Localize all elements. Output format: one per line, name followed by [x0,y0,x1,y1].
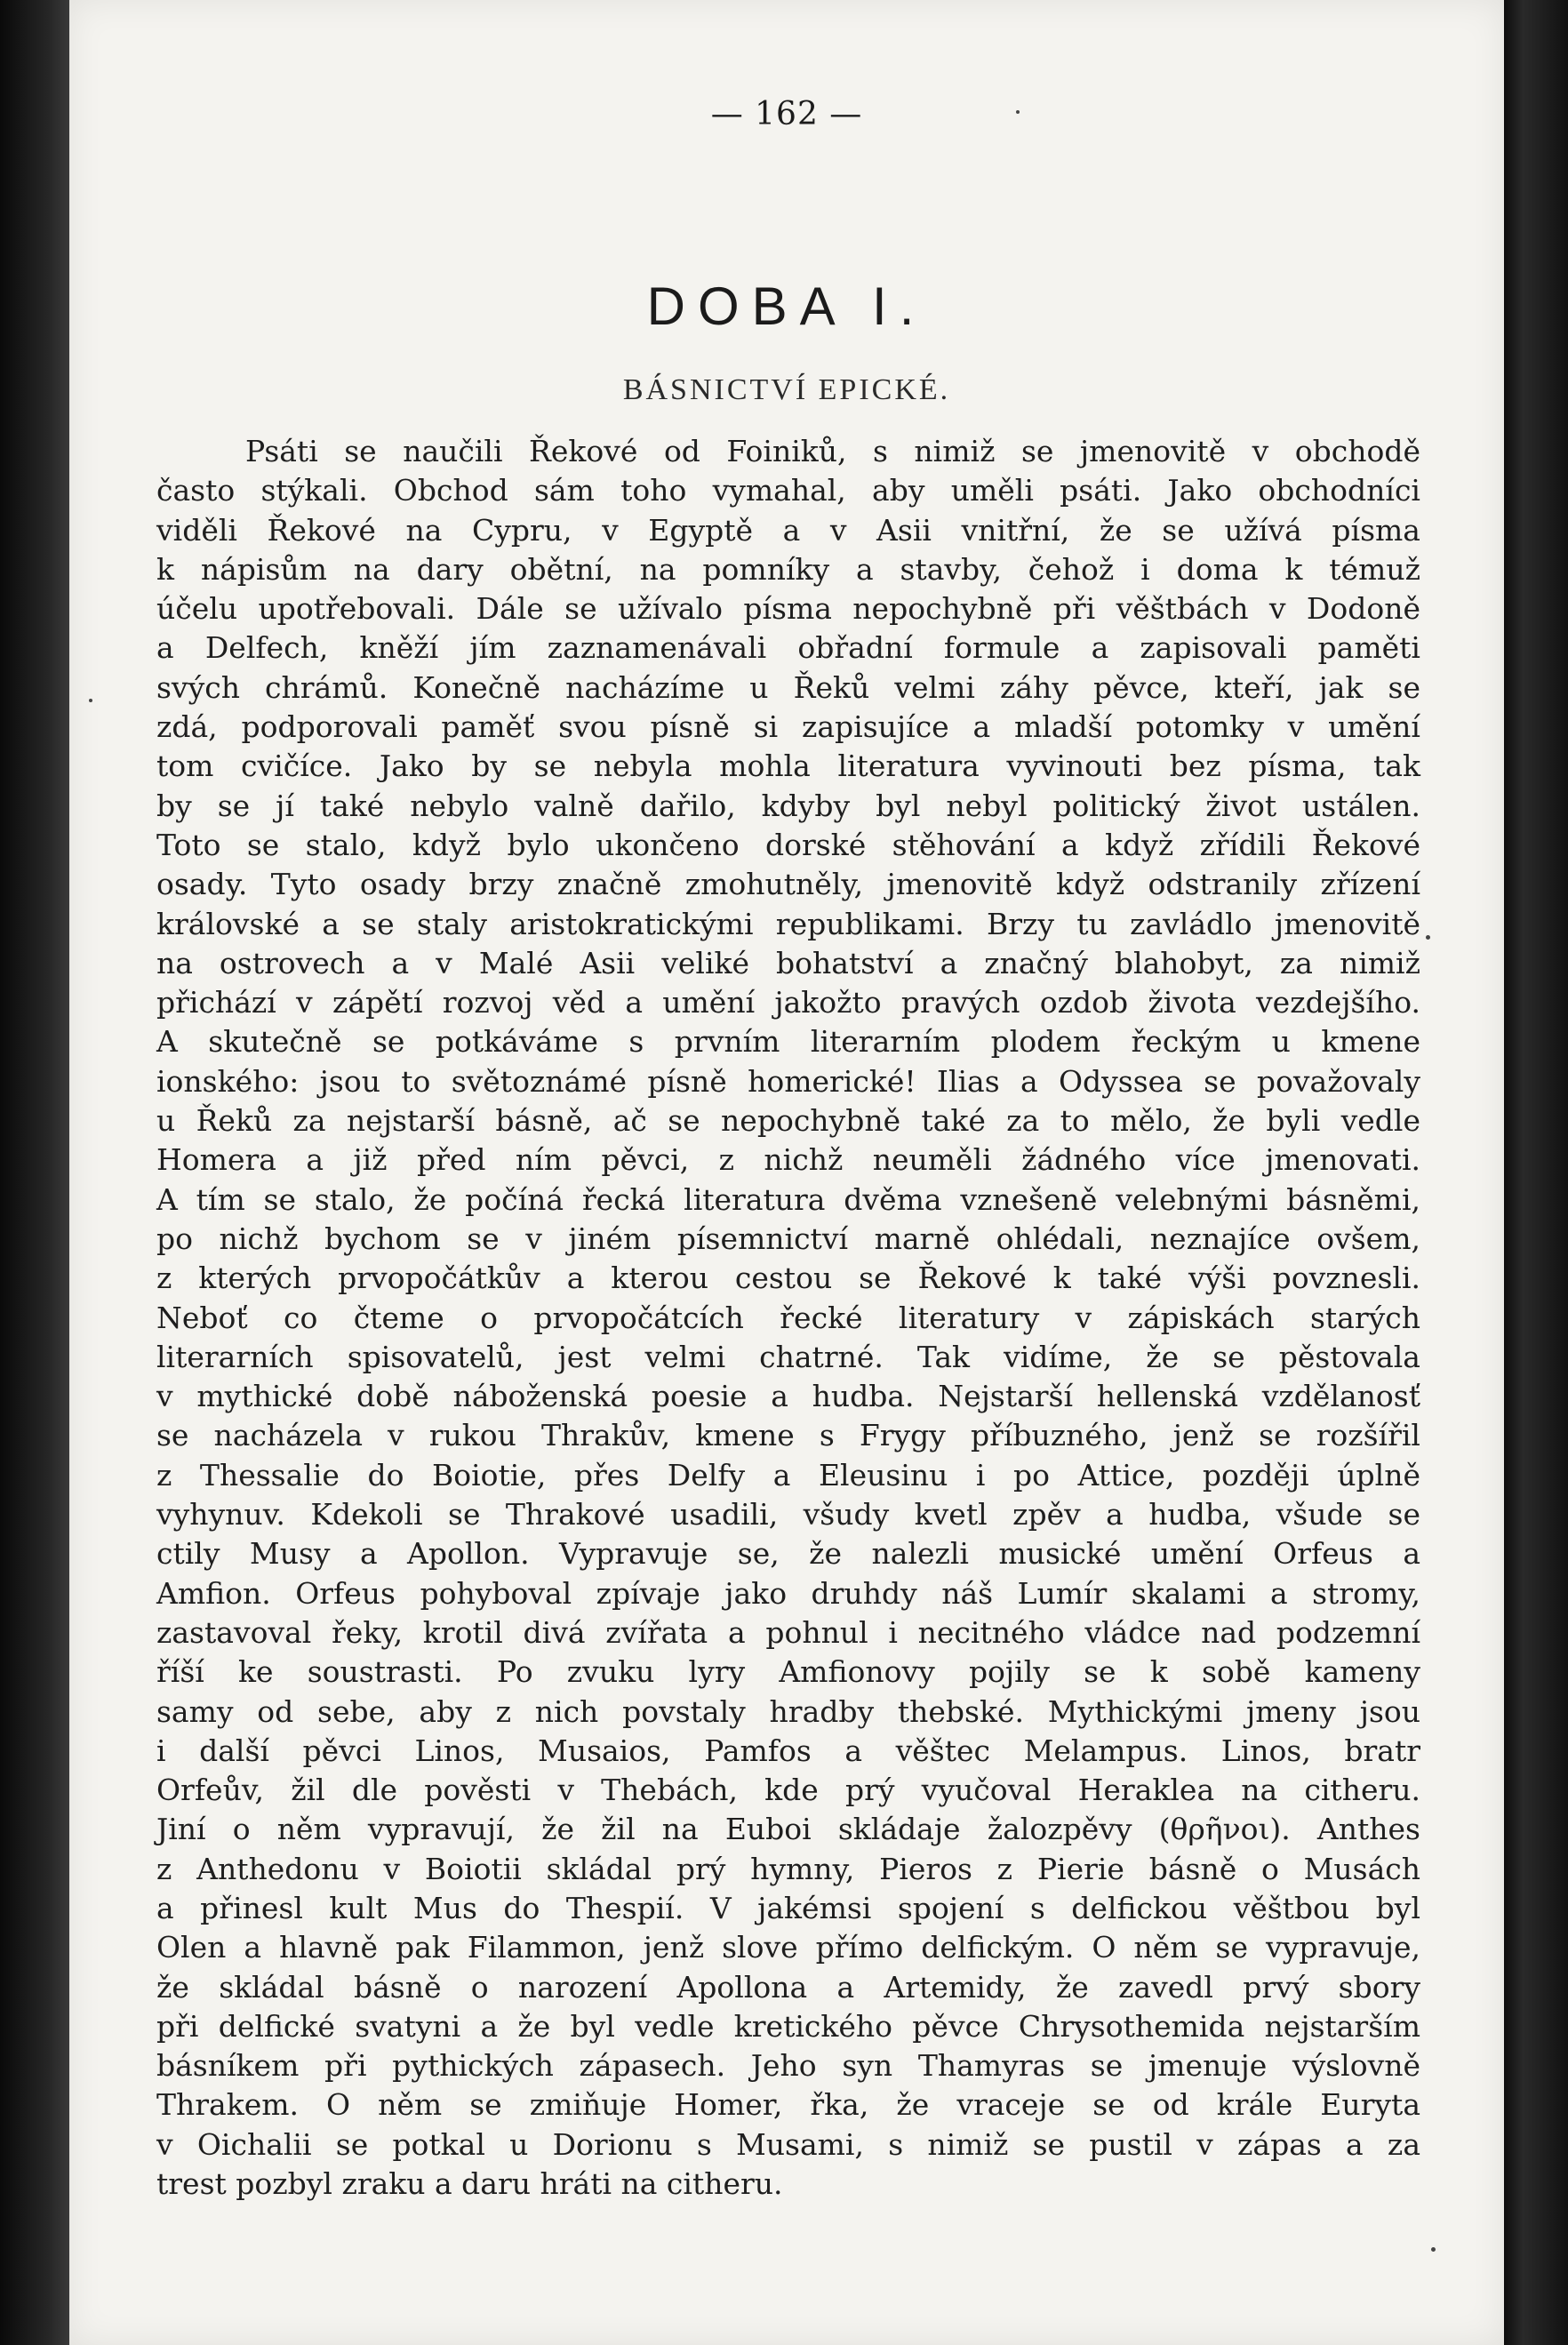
text-line: zastavoval řeky, krotil divá zvířata a pohnul i necitného vládce nad podzemní [156,1614,1420,1650]
text-line: ctily Musy a Apollon. Vypravuje se, že nalezli musické umění Orfeus a [156,1536,1420,1572]
speck [89,699,92,702]
text-line: Orfeův, žil dle pověsti v Thebách, kde prý vyučoval Herakleа na citheru. [156,1773,1420,1808]
text-line: z Thessalie do Boiotie, přes Delfy a Eleusinu i po Attice, později úplně [156,1457,1420,1493]
text-line: v Oichalii se potkal u Dorionu s Musami, s nimiž se pustil v zápas a za [156,2126,1420,2162]
text-line: ionského: jsou to světoznámé písně homerické! Ilias a Odyssea se považovaly [156,1063,1420,1099]
text-line: Homera a již před ním pěvci, z nichž neuměli žádného více jmenovati. [156,1142,1420,1178]
text-line: osady. Tyto osady brzy značně zmohutněly, jmenovitě když odstranily zřízení [156,867,1420,902]
text-line: Jiní o něm vypravují, že žil na Euboi skládaje žalozpěvy (θρῆνοι). Anthes [156,1812,1420,1847]
text-line: na ostrovech a v Malé Asii veliké bohatství a značný blahobyt, za nimiž [156,945,1420,980]
text-line: účelu upotřebovali. Dále se užívalo písma nepochybně při věštbách v Dodoně [156,591,1420,627]
speck [1431,2247,1436,2252]
page-number: — 162 — [710,96,863,132]
scan-right-edge [1504,0,1568,2345]
text-line: literarních spisovatelů, jest velmi chatrné. Tak vidíme, že se pěstovala [156,1339,1420,1374]
text-line: Amfion. Orfeus pohyboval zpívaje jako druhdy náš Lumír skalami a stromy, [156,1575,1420,1611]
text-line: z kterých prvopočátkův a kterou cestou se Řekové k také výši povznesli. [156,1261,1420,1296]
text-line: vyhynuv. Kdekoli se Thrakové usadili, všudy kvetl zpěv a hudba, všude se [156,1497,1420,1533]
text-line: po nichž bychom se v jiném písemnictví marně ohlédali, neznajíce ovšem, [156,1221,1420,1256]
text-line: Toto se stalo, když bylo ukončeno dorské stěhování a když zřídili Řekové [156,827,1420,862]
text-line: a přinesl kult Mus do Thespií. V jakémsi spojení s delfickou věštbou byl [156,1890,1420,1925]
text-line: se nacházela v rukou Thrakův, kmene s Frygy příbuzného, jenž se rozšířil [156,1418,1420,1453]
text-line: říší ke soustrasti. Po zvuku lyry Amfionovy pojily se k sobě kameny [156,1654,1420,1690]
text-line: a Delfech, kněží jím zaznamenávali obřadní formule a zapisovali paměti [156,630,1420,666]
text-line: v mythické době náboženská poesie a hudba. Nejstarší hellenská vzdělanosť [156,1379,1420,1414]
text-line: Thrakem. O něm se zmiňuje Homer, řka, že vraceje se od krále Euryta [156,2087,1420,2123]
text-line: viděli Řekové na Cypru, v Egyptě a v Asii vnitřní, že se užívá písma [156,512,1420,548]
book-page [69,0,1504,2345]
text-line: při delfické svatyni a že byl vedle kretického pěvce Chrysothemida nejstarším [156,2008,1420,2044]
chapter-title: DOBA I. [646,276,927,336]
text-line: samy od sebe, aby z nich povstaly hradby thebské. Mythickými jmeny jsou [156,1693,1420,1729]
text-line: trest pozbyl zraku a daru hráti na citheru. [156,2166,783,2202]
text-line: zdá, podporovali paměť svou písně si zapisujíce a mladší potomky v umění [156,709,1420,745]
text-line: že skládal básně o narození Apollona a Artemidy, že zavedl prvý sbory [156,1969,1420,2005]
speck [1426,935,1430,940]
text-line: k nápisům na dary obětní, na pomníky a stavby, čehož i doma k témuž [156,551,1420,587]
body-text [156,432,1420,2204]
text-line: Psáti se naučili Řekové od Foiniků, s nimiž se jmenovitě v obchodě [245,434,1420,468]
scan-left-edge [0,0,69,2345]
text-line: přichází v zápětí rozvoj věd a umění jakožto pravých ozdob života vezdejšího. [156,985,1420,1020]
text-line: by se jí také nebylo valně dařilo, kdyby byl nebyl politický život ustálen. [156,788,1420,823]
text-line: u Řeků za nejstarší básně, ač se nepochybně také za to mělo, že byli vedle [156,1103,1420,1139]
text-line: královské a se staly aristokratickými republikami. Brzy tu zavládlo jmenovitě [156,906,1420,941]
text-line: z Anthedonu v Boiotii skládal prý hymny, Pieros z Pierie básně o Musách [156,1851,1420,1886]
text-line: často stýkali. Obchod sám toho vymahal, aby uměli psáti. Jako obchodníci [156,473,1420,508]
text-line: básníkem při pythických zápasech. Jeho syn Thamyras se jmenuje výslovně [156,2048,1420,2084]
text-line: A skutečně se potkáváme s prvním literarním plodem řeckým u kmene [156,1024,1420,1060]
text-line: Olen a hlavně pak Filammon, jenž slove přímo delfickým. O něm se vypravuje, [156,1930,1420,1965]
text-line: tom cvičíce. Jako by se nebyla mohla literatura vyvinouti bez písma, tak [156,748,1420,784]
text-line: svých chrámů. Konečně nacházíme u Řeků velmi záhy pěvce, kteří, jak se [156,669,1420,705]
text-line: i další pěvci Linos, Musaios, Pamfos a věštec Melampus. Linos, bratr [156,1733,1420,1768]
speck [1016,110,1020,114]
text-line: Neboť co čteme o prvopočátcích řecké literatury v zápiskách starých [156,1300,1420,1335]
text-line: A tím se stalo, že počíná řecká literatura dvěma vznešeně velebnými básněmi, [156,1181,1420,1217]
section-title: BÁSNICTVÍ EPICKÉ. [622,373,951,406]
